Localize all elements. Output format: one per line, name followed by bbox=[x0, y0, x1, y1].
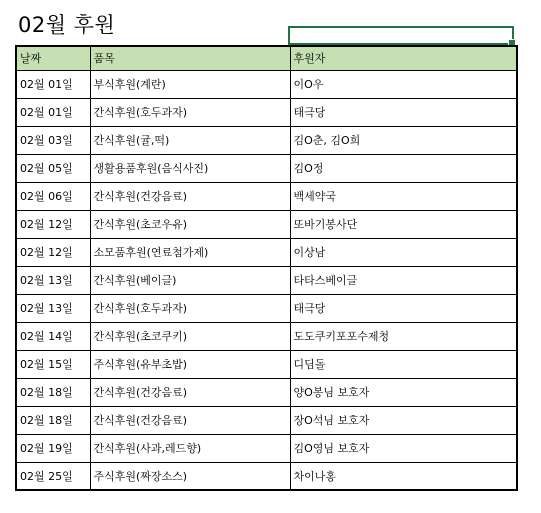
table-row bbox=[16, 378, 517, 406]
cell-item[interactable]: 간식후원(건강음료) bbox=[90, 378, 290, 406]
header-item[interactable]: 품목 bbox=[90, 46, 290, 70]
cell-sponsor[interactable]: 디딤돌 bbox=[290, 350, 517, 378]
cell-date[interactable]: 02월 05일 bbox=[16, 154, 90, 182]
cell-item[interactable]: 주식후원(짜장소스) bbox=[90, 462, 290, 490]
table-row bbox=[16, 434, 517, 462]
cell-date[interactable]: 02월 18일 bbox=[16, 406, 90, 434]
table-row bbox=[16, 322, 517, 350]
cell-item[interactable]: 간식후원(베이글) bbox=[90, 266, 290, 294]
cell-sponsor[interactable]: 장O석님 보호자 bbox=[290, 406, 517, 434]
cell-item[interactable]: 간식후원(건강음료) bbox=[90, 406, 290, 434]
cell-item[interactable]: 주식후원(유부초밥) bbox=[90, 350, 290, 378]
table-row bbox=[16, 462, 517, 490]
cell-sponsor[interactable]: 이상남 bbox=[290, 238, 517, 266]
header-sponsor[interactable]: 후원자 bbox=[290, 46, 517, 70]
header-date[interactable]: 날짜 bbox=[16, 46, 90, 70]
cell-sponsor[interactable]: 태극당 bbox=[290, 98, 517, 126]
cell-sponsor[interactable]: 김O춘, 김O희 bbox=[290, 126, 517, 154]
cell-date[interactable]: 02월 18일 bbox=[16, 378, 90, 406]
table-row bbox=[16, 350, 517, 378]
cell-date[interactable]: 02월 19일 bbox=[16, 434, 90, 462]
cell-date[interactable]: 02월 03일 bbox=[16, 126, 90, 154]
cell-item[interactable]: 간식후원(초코우유) bbox=[90, 210, 290, 238]
table-row bbox=[16, 126, 517, 154]
cell-date[interactable]: 02월 06일 bbox=[16, 182, 90, 210]
cell-sponsor[interactable]: 도도쿠키포포수제청 bbox=[290, 322, 517, 350]
header-row bbox=[16, 46, 517, 70]
table-row bbox=[16, 294, 517, 322]
cell-sponsor[interactable]: 백세약국 bbox=[290, 182, 517, 210]
table-row bbox=[16, 98, 517, 126]
cell-sponsor[interactable]: 차이나홍 bbox=[290, 462, 517, 490]
table-row bbox=[16, 238, 517, 266]
cell-date[interactable]: 02월 25일 bbox=[16, 462, 90, 490]
table-row bbox=[16, 182, 517, 210]
selected-cell[interactable] bbox=[288, 26, 514, 45]
cell-item[interactable]: 소모품후원(연료첨가제) bbox=[90, 238, 290, 266]
cell-date[interactable]: 02월 13일 bbox=[16, 294, 90, 322]
donation-table bbox=[15, 45, 518, 491]
cell-item[interactable]: 간식후원(호두과자) bbox=[90, 98, 290, 126]
cell-item[interactable]: 간식후원(귤,떡) bbox=[90, 126, 290, 154]
cell-date[interactable]: 02월 12일 bbox=[16, 238, 90, 266]
cell-sponsor[interactable]: 양O봉님 보호자 bbox=[290, 378, 517, 406]
cell-sponsor[interactable]: 또바기봉사단 bbox=[290, 210, 517, 238]
cell-sponsor[interactable]: 태극당 bbox=[290, 294, 517, 322]
cell-item[interactable]: 간식후원(호두과자) bbox=[90, 294, 290, 322]
cell-item[interactable]: 부식후원(계란) bbox=[90, 70, 290, 98]
cell-date[interactable]: 02월 12일 bbox=[16, 210, 90, 238]
cell-item[interactable]: 생활용품후원(음식사진) bbox=[90, 154, 290, 182]
cell-date[interactable]: 02월 01일 bbox=[16, 70, 90, 98]
cell-date[interactable]: 02월 01일 bbox=[16, 98, 90, 126]
cell-item[interactable]: 간식후원(초코쿠키) bbox=[90, 322, 290, 350]
table-row bbox=[16, 210, 517, 238]
table-row bbox=[16, 70, 517, 98]
cell-item[interactable]: 간식후원(사과,레드향) bbox=[90, 434, 290, 462]
table-row bbox=[16, 266, 517, 294]
cell-sponsor[interactable]: 이O우 bbox=[290, 70, 517, 98]
sheet-title[interactable]: 02월 후원 bbox=[18, 13, 116, 37]
cell-sponsor[interactable]: 김O영님 보호자 bbox=[290, 434, 517, 462]
cell-item[interactable]: 간식후원(건강음료) bbox=[90, 182, 290, 210]
cell-date[interactable]: 02월 13일 bbox=[16, 266, 90, 294]
table-row bbox=[16, 154, 517, 182]
cell-sponsor[interactable]: 김O정 bbox=[290, 154, 517, 182]
cell-sponsor[interactable]: 타타스베이글 bbox=[290, 266, 517, 294]
cell-date[interactable]: 02월 14일 bbox=[16, 322, 90, 350]
cell-date[interactable]: 02월 15일 bbox=[16, 350, 90, 378]
table-row bbox=[16, 406, 517, 434]
